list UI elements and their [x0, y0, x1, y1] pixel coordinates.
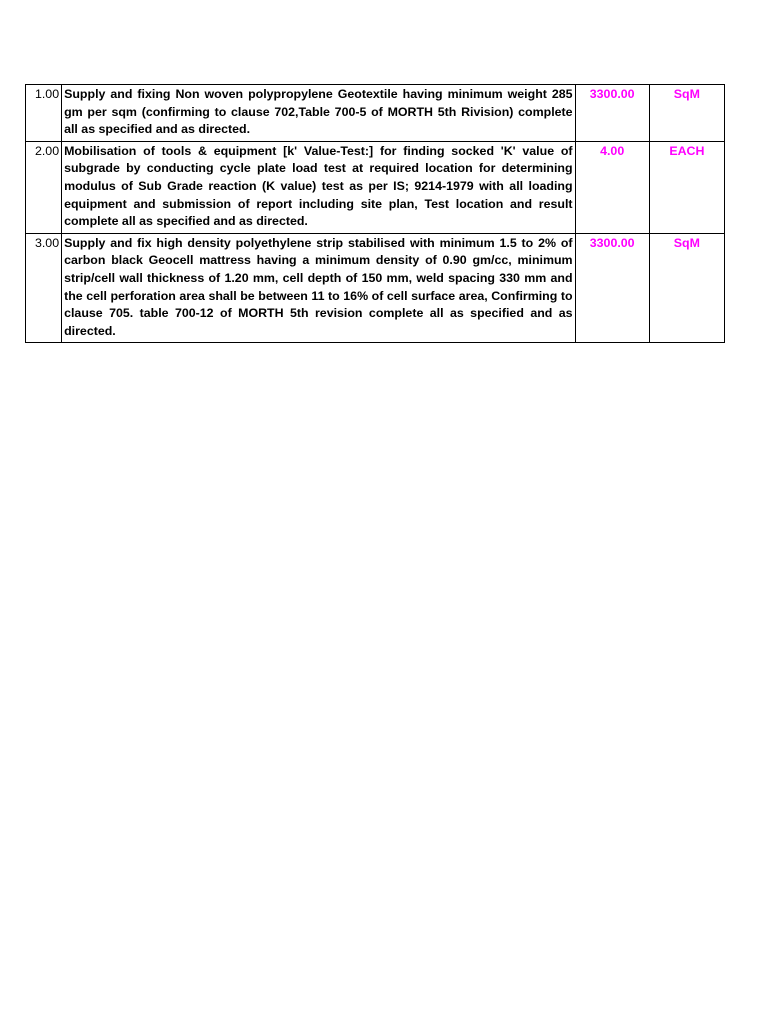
item-description-cell: Supply and fixing Non woven polypropylene Geotextile having minimum weight 285 gm per sqm (confirming to clause 702,Table 700-5 of MORTH 5th Rivision) complete all as specified and as directed.	[62, 85, 575, 142]
item-quantity-cell: 4.00	[575, 141, 649, 233]
boq-table	[25, 84, 725, 343]
item-quantity-cell: 3300.00	[575, 233, 649, 343]
table-row	[26, 85, 725, 142]
item-description-cell: Mobilisation of tools & equipment [k' Value-Test:] for finding socked 'K' value of subgrade by conducting cycle plate load test at required location for determining modulus of Sub Grade reaction (K value) test as per IS; 9214-1979 with all loading equipment and submission of report including site plan, Test location and result complete all as specified and as directed.	[62, 141, 575, 233]
table-row	[26, 141, 725, 233]
item-unit-cell: SqM	[649, 85, 724, 142]
item-description-cell: Supply and fix high density polyethylene strip stabilised with minimum 1.5 to 2% of carbon black Geocell mattress having a minimum density of 0.90 gm/cc, minimum strip/cell wall thickness of 1.20 mm, cell depth of 150 mm, weld spacing 330 mm and the cell perforation area shall be between 11 to 16% of cell surface area, Confirming to clause 705. table 700-12 of MORTH 5th revision complete all as specified and as directed.	[62, 233, 575, 343]
table-row	[26, 233, 725, 343]
item-unit-cell: SqM	[649, 233, 724, 343]
item-unit-cell: EACH	[649, 141, 724, 233]
item-number-cell: 1.00	[26, 85, 62, 142]
item-number-cell: 3.00	[26, 233, 62, 343]
item-quantity-cell: 3300.00	[575, 85, 649, 142]
boq-sheet	[25, 84, 725, 343]
item-number-cell: 2.00	[26, 141, 62, 233]
